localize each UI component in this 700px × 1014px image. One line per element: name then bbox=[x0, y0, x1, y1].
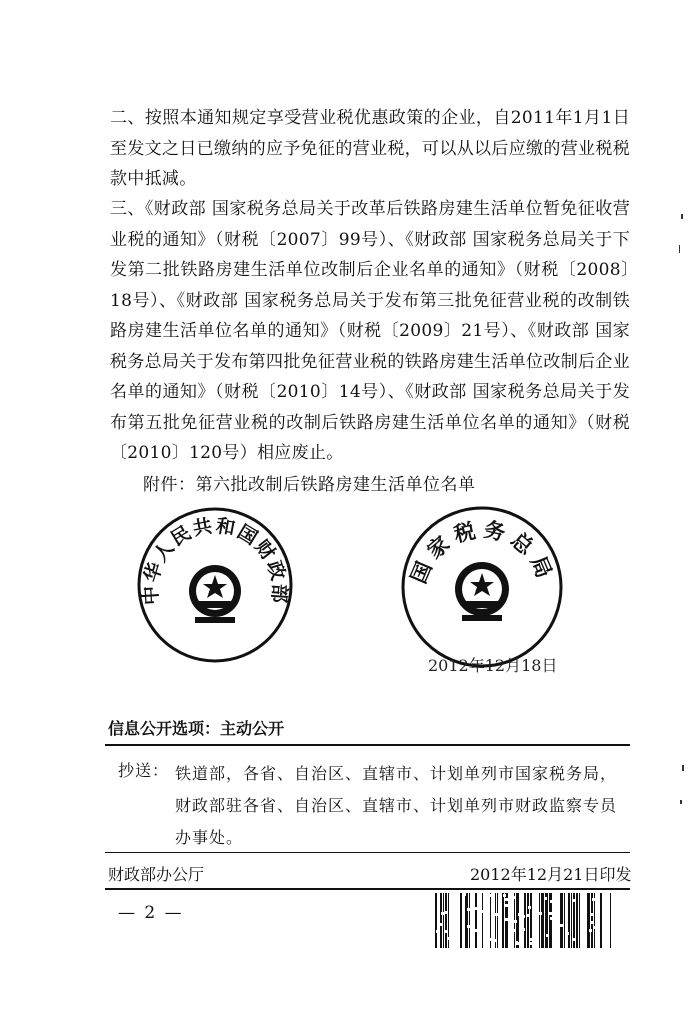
divider-bottom bbox=[105, 888, 630, 890]
national-emblem-icon bbox=[189, 565, 241, 623]
right-seal-text: 国家税务总局 bbox=[406, 517, 559, 587]
scan-speck bbox=[680, 800, 682, 804]
issue-date: 2012年12月21日印发 bbox=[470, 865, 632, 884]
national-emblem-icon bbox=[455, 562, 509, 621]
seal-date: 2012年12月18日 bbox=[428, 656, 558, 675]
scan-speck bbox=[681, 214, 683, 219]
paragraph-three: 三、《财政部 国家税务总局关于改革后铁路房建生活单位暂免征收营业税的通知》（财税〔2007〕99号）、《财政部 国家税务总局关于下发第二批铁路房建生活单位改制后企业名单的通知》（财税〔2008〕18号）、《财政部 国家税务总局关于发布第三批免征营业税的改制铁路房建生活单位名单的通知》（财税〔2009〕21号）、《财政部 国家税务总局关于发布第四批免征营业税的铁路房建生活单位改制后企业名单的通知》（财税〔2010〕14号）、《财政部 国家税务总局关于发布第五批免征营业税的改制后铁路房建生活单位名单的通知》（财税〔2010〕120号）相应废止。 bbox=[110, 199, 630, 463]
cc-label: 抄送： bbox=[118, 761, 170, 780]
attachment-line: 附件：第六批改制后铁路房建生活单位名单 bbox=[143, 475, 476, 495]
scan-speck bbox=[682, 765, 684, 771]
state-taxation-seal bbox=[400, 505, 565, 670]
cc-recipients: 铁道部，各省、自治区、直辖市、计划单列市国家税务局，财政部驻各省、自治区、直辖市、计划单列市财政监察专员办事处。 bbox=[175, 764, 618, 847]
issuing-office: 财政部办公厅 bbox=[108, 865, 205, 884]
ministry-of-finance-seal bbox=[135, 505, 295, 665]
divider-thin bbox=[105, 852, 630, 853]
scan-speck bbox=[679, 245, 680, 253]
disclosure-option: 信息公开选项：主动公开 bbox=[108, 719, 285, 738]
left-seal-text: 中华人民共和国财政部 bbox=[139, 514, 291, 606]
barcode-icon bbox=[435, 893, 615, 948]
page-number: — 2 — bbox=[118, 903, 184, 923]
divider-thick bbox=[105, 744, 630, 746]
paragraph-two: 二、按照本通知规定享受营业税优惠政策的企业，自2011年1月1日至发文之日已缴纳的应予免征的营业税，可以从以后应缴的营业税税款中抵减。 bbox=[110, 108, 630, 189]
